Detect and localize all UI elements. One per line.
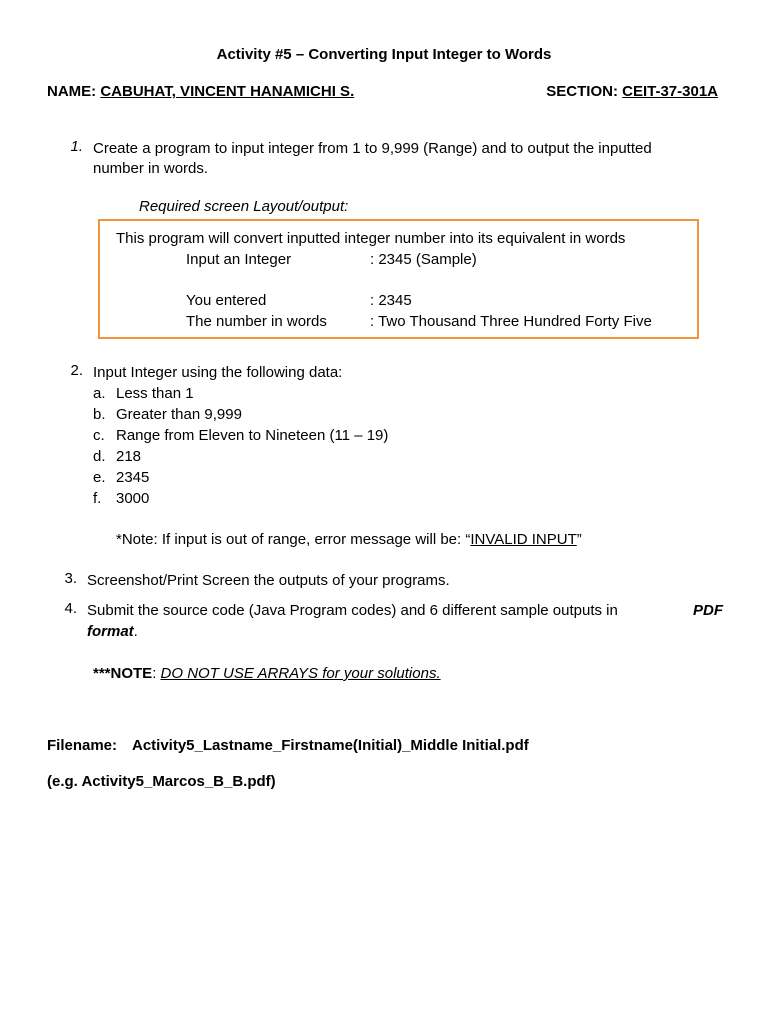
list-item: 3000 <box>116 490 150 507</box>
period: . <box>133 623 138 640</box>
list-letter: f. <box>93 490 102 507</box>
item-2-number: 2. <box>70 362 83 379</box>
pdf-word: PDF <box>693 602 723 619</box>
page-title: Activity #5 – Converting Input Integer to Words <box>216 46 552 63</box>
section-line <box>546 83 718 100</box>
item-4-text: Submit the source code (Java Program codes) and 6 different sample outputs in <box>87 602 618 619</box>
list-letter: d. <box>93 448 106 465</box>
note-label: ***NOTE <box>93 665 153 682</box>
layout-caption: Required screen Layout/output: <box>139 198 349 215</box>
invalid-input-note <box>116 529 582 550</box>
student-name: CABUHAT, VINCENT HANAMICHI S. <box>100 83 355 100</box>
list-item: Greater than 9,999 <box>116 406 242 423</box>
box-intro: This program will convert inputted integer number into its equivalent in words <box>116 230 626 247</box>
box-words-value: : Two Thousand Three Hundred Forty Five <box>370 313 652 330</box>
item-3-text: Screenshot/Print Screen the outputs of your programs. <box>87 572 450 589</box>
section-label: SECTION: <box>546 83 618 100</box>
note-colon: : <box>152 665 161 682</box>
list-letter: e. <box>93 469 106 486</box>
list-letter: b. <box>93 406 106 423</box>
list-item: Range from Eleven to Nineteen (11 – 19) <box>116 427 389 444</box>
box-words-label: The number in words <box>186 313 327 330</box>
item-4-line1 <box>87 600 723 621</box>
note-suffix: ” <box>576 531 582 548</box>
format-word: format <box>87 623 134 640</box>
name-line <box>47 83 354 100</box>
list-letter: a. <box>93 385 106 402</box>
item-1-line1: Create a program to input integer from 1 to 9,999 (Range) and to output the inputted <box>93 140 652 157</box>
box-input-label: Input an Integer <box>186 251 292 268</box>
list-letter: c. <box>93 427 105 444</box>
no-arrays-text: DO NOT USE ARRAYS for your solutions. <box>160 665 441 682</box>
item-2-text: Input Integer using the following data: <box>93 364 343 381</box>
filename-example: (e.g. Activity5_Marcos_B_B.pdf) <box>47 773 276 790</box>
filename-label: Filename: <box>47 737 118 754</box>
filename-value: Activity5_Lastname_Firstname(Initial)_Middle Initial.pdf <box>132 737 529 754</box>
item-1-line2: number in words. <box>93 160 209 177</box>
item-4-number: 4. <box>64 600 77 617</box>
box-input-value: : 2345 (Sample) <box>370 251 477 268</box>
list-item: Less than 1 <box>116 385 194 402</box>
note-prefix: *Note: If input is out of range, error message will be: “ <box>116 531 471 548</box>
box-entered-value: : 2345 <box>370 292 412 309</box>
item-4-line2 <box>87 621 138 642</box>
box-entered-label: You entered <box>186 292 267 309</box>
item-3-number: 3. <box>64 570 77 587</box>
name-label: NAME: <box>47 83 97 100</box>
item-1-number: 1. <box>70 138 83 155</box>
arrays-note <box>93 663 441 684</box>
list-item: 2345 <box>116 469 150 486</box>
error-message: INVALID INPUT <box>470 531 577 548</box>
section-value: CEIT-37-301A <box>622 83 718 100</box>
list-item: 218 <box>116 448 142 465</box>
